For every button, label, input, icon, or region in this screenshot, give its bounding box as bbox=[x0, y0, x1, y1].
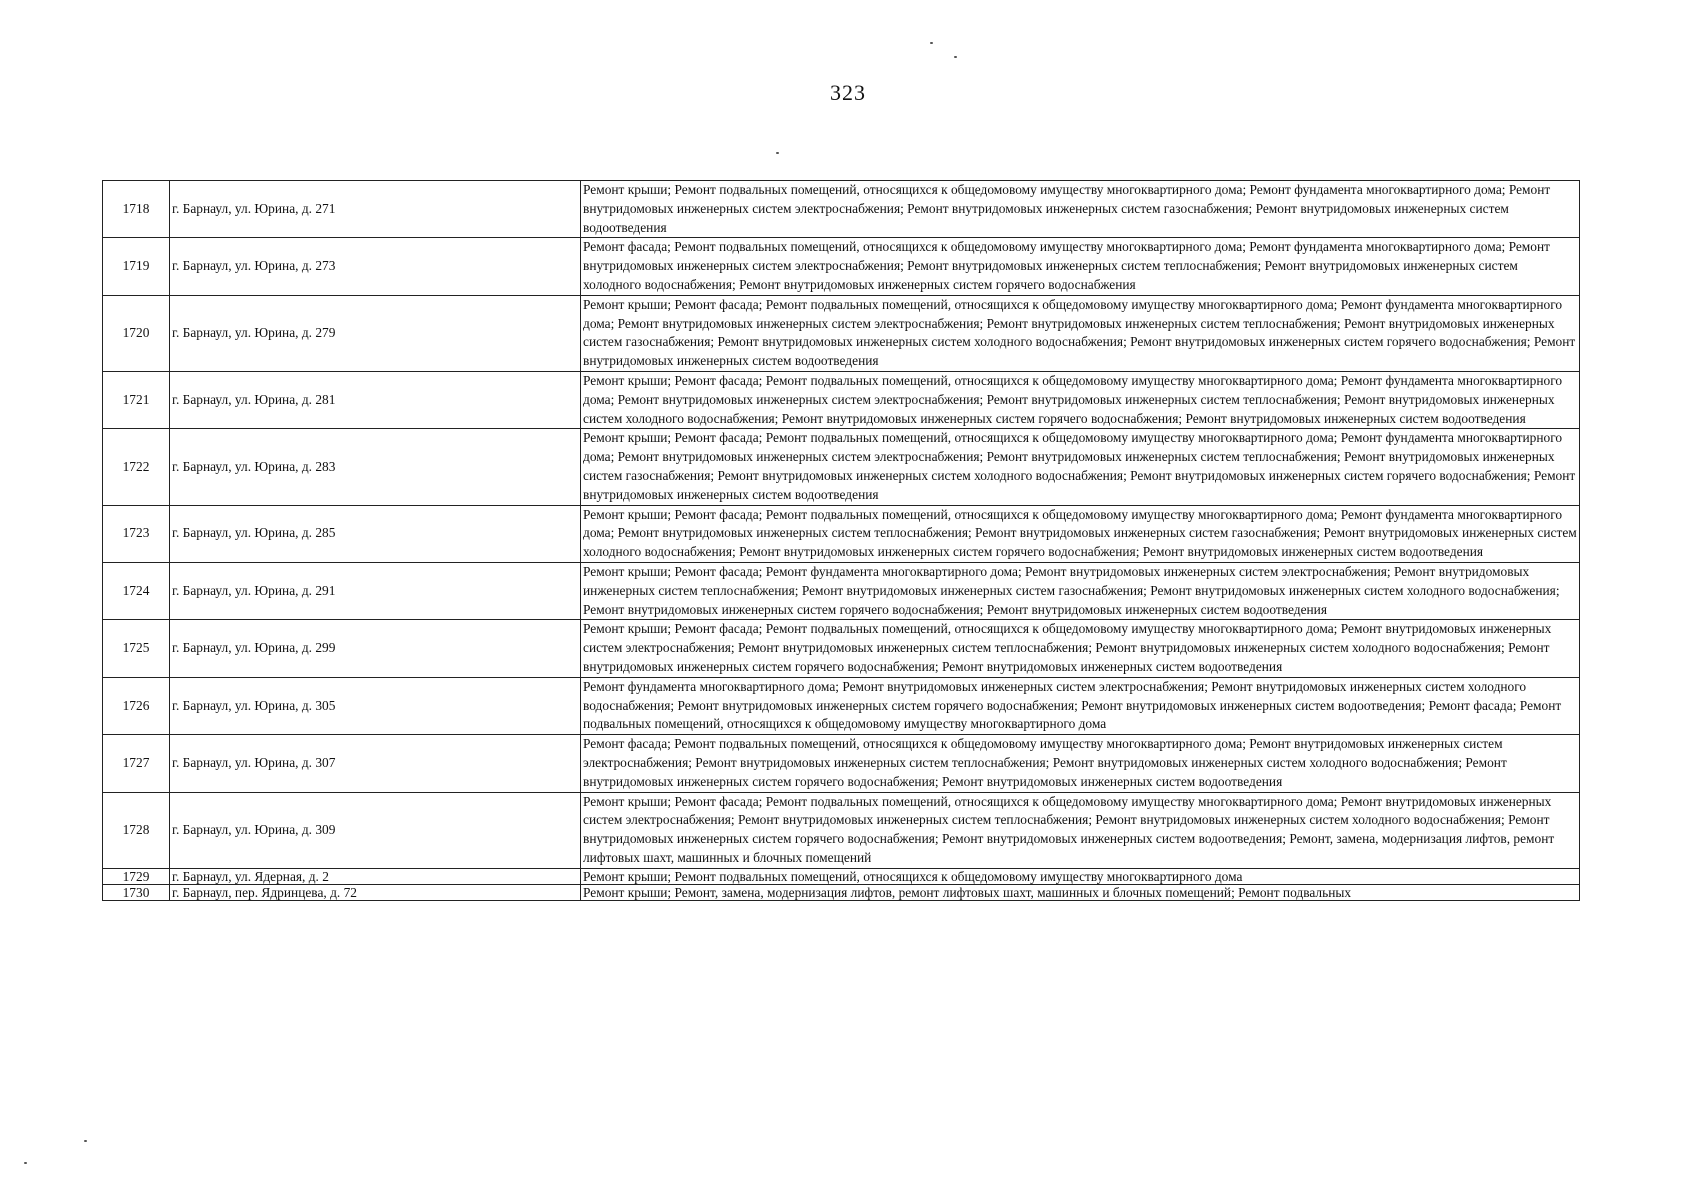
house-address: г. Барнаул, ул. Юрина, д. 285 bbox=[170, 505, 581, 562]
house-address: г. Барнаул, ул. Юрина, д. 281 bbox=[170, 371, 581, 428]
row-number: 1722 bbox=[103, 429, 170, 505]
table-row bbox=[103, 677, 1580, 734]
house-address: г. Барнаул, ул. Юрина, д. 305 bbox=[170, 677, 581, 734]
row-number: 1723 bbox=[103, 505, 170, 562]
table-row bbox=[103, 429, 1580, 505]
table-row bbox=[103, 735, 1580, 792]
row-number: 1730 bbox=[103, 884, 170, 900]
housing-repair-table bbox=[102, 180, 1580, 901]
row-number: 1724 bbox=[103, 562, 170, 619]
row-number: 1719 bbox=[103, 238, 170, 295]
repair-works: Ремонт крыши; Ремонт фасада; Ремонт фундамента многоквартирного дома; Ремонт внутридомовых инженерных систем электроснабжения; Ремонт внутридомовых инженерных систем теплоснабжения; Ремонт внутридомовых инженерных систем газоснабжения; Ремонт внутридомовых инженерных систем холодного водоснабжения; Ремонт внутридомовых инженерных систем горячего водоснабжения; Ремонт внутридомовых инженерных систем водоотведения bbox=[581, 562, 1580, 619]
house-address: г. Барнаул, ул. Юрина, д. 273 bbox=[170, 238, 581, 295]
table-row bbox=[103, 884, 1580, 900]
table-row bbox=[103, 505, 1580, 562]
row-number: 1729 bbox=[103, 868, 170, 884]
repair-works: Ремонт крыши; Ремонт фасада; Ремонт подвальных помещений, относящихся к общедомовому имуществу многоквартирного дома; Ремонт фундамента многоквартирного дома; Ремонт внутридомовых инженерных систем электроснабжения; Ремонт внутридомовых инженерных систем теплоснабжения; Ремонт внутридомовых инженерных систем газоснабжения; Ремонт внутридомовых инженерных систем холодного водоснабжения; Ремонт внутридомовых инженерных систем горячего водоснабжения; Ремонт внутридомовых инженерных систем водоотведения bbox=[581, 429, 1580, 505]
house-address: г. Барнаул, ул. Юрина, д. 279 bbox=[170, 295, 581, 371]
table-row bbox=[103, 620, 1580, 677]
scan-speck bbox=[776, 152, 779, 154]
page-number: 323 bbox=[830, 80, 866, 105]
repair-works: Ремонт фасада; Ремонт подвальных помещений, относящихся к общедомовому имуществу многоквартирного дома; Ремонт фундамента многоквартирного дома; Ремонт внутридомовых инженерных систем электроснабжения; Ремонт внутридомовых инженерных систем теплоснабжения; Ремонт внутридомовых инженерных систем холодного водоснабжения; Ремонт внутридомовых инженерных систем горячего водоснабжения bbox=[581, 238, 1580, 295]
repair-works: Ремонт фасада; Ремонт подвальных помещений, относящихся к общедомовому имуществу многоквартирного дома; Ремонт внутридомовых инженерных систем электроснабжения; Ремонт внутридомовых инженерных систем теплоснабжения; Ремонт внутридомовых инженерных систем холодного водоснабжения; Ремонт внутридомовых инженерных систем горячего водоснабжения; Ремонт внутридомовых инженерных систем водоотведения bbox=[581, 735, 1580, 792]
repair-works: Ремонт крыши; Ремонт подвальных помещений, относящихся к общедомовому имуществу многоквартирного дома bbox=[581, 868, 1580, 884]
table-row bbox=[103, 792, 1580, 868]
row-number: 1726 bbox=[103, 677, 170, 734]
house-address: г. Барнаул, ул. Юрина, д. 283 bbox=[170, 429, 581, 505]
table-row bbox=[103, 562, 1580, 619]
repair-works: Ремонт крыши; Ремонт фасада; Ремонт подвальных помещений, относящихся к общедомовому имуществу многоквартирного дома; Ремонт фундамента многоквартирного дома; Ремонт внутридомовых инженерных систем электроснабжения; Ремонт внутридомовых инженерных систем теплоснабжения; Ремонт внутридомовых инженерных систем газоснабжения; Ремонт внутридомовых инженерных систем холодного водоснабжения; Ремонт внутридомовых инженерных систем горячего водоснабжения; Ремонт внутридомовых инженерных систем водоотведения bbox=[581, 295, 1580, 371]
scan-speck bbox=[930, 42, 933, 44]
scan-speck bbox=[954, 56, 957, 58]
table-row bbox=[103, 868, 1580, 884]
scan-speck bbox=[84, 1140, 87, 1142]
house-address: г. Барнаул, ул. Юрина, д. 309 bbox=[170, 792, 581, 868]
table-row bbox=[103, 295, 1580, 371]
house-address: г. Барнаул, ул. Юрина, д. 299 bbox=[170, 620, 581, 677]
repair-works: Ремонт крыши; Ремонт фасада; Ремонт подвальных помещений, относящихся к общедомовому имуществу многоквартирного дома; Ремонт внутридомовых инженерных систем электроснабжения; Ремонт внутридомовых инженерных систем теплоснабжения; Ремонт внутридомовых инженерных систем холодного водоснабжения; Ремонт внутридомовых инженерных систем горячего водоснабжения; Ремонт внутридомовых инженерных систем водоотведения bbox=[581, 620, 1580, 677]
table-row bbox=[103, 181, 1580, 238]
scan-speck bbox=[24, 1162, 27, 1164]
repair-works: Ремонт крыши; Ремонт, замена, модернизация лифтов, ремонт лифтовых шахт, машинных и блочных помещений; Ремонт подвальных bbox=[581, 884, 1580, 900]
house-address: г. Барнаул, ул. Юрина, д. 291 bbox=[170, 562, 581, 619]
row-number: 1721 bbox=[103, 371, 170, 428]
table-row bbox=[103, 371, 1580, 428]
repair-works: Ремонт крыши; Ремонт фасада; Ремонт подвальных помещений, относящихся к общедомовому имуществу многоквартирного дома; Ремонт фундамента многоквартирного дома; Ремонт внутридомовых инженерных систем теплоснабжения; Ремонт внутридомовых инженерных систем газоснабжения; Ремонт внутридомовых инженерных систем холодного водоснабжения; Ремонт внутридомовых инженерных систем горячего водоснабжения; Ремонт внутридомовых инженерных систем водоотведения bbox=[581, 505, 1580, 562]
repair-works: Ремонт крыши; Ремонт фасада; Ремонт подвальных помещений, относящихся к общедомовому имуществу многоквартирного дома; Ремонт фундамента многоквартирного дома; Ремонт внутридомовых инженерных систем электроснабжения; Ремонт внутридомовых инженерных систем теплоснабжения; Ремонт внутридомовых инженерных систем холодного водоснабжения; Ремонт внутридомовых инженерных систем горячего водоснабжения; Ремонт внутридомовых инженерных систем водоотведения bbox=[581, 371, 1580, 428]
row-number: 1728 bbox=[103, 792, 170, 868]
row-number: 1725 bbox=[103, 620, 170, 677]
table-row bbox=[103, 238, 1580, 295]
row-number: 1727 bbox=[103, 735, 170, 792]
house-address: г. Барнаул, пер. Ядринцева, д. 72 bbox=[170, 884, 581, 900]
repair-works: Ремонт фундамента многоквартирного дома; Ремонт внутридомовых инженерных систем электроснабжения; Ремонт внутридомовых инженерных систем холодного водоснабжения; Ремонт внутридомовых инженерных систем горячего водоснабжения; Ремонт внутридомовых инженерных систем водоотведения; Ремонт фасада; Ремонт подвальных помещений, относящихся к общедомовому имуществу многоквартирного дома bbox=[581, 677, 1580, 734]
house-address: г. Барнаул, ул. Юрина, д. 307 bbox=[170, 735, 581, 792]
row-number: 1718 bbox=[103, 181, 170, 238]
house-address: г. Барнаул, ул. Юрина, д. 271 bbox=[170, 181, 581, 238]
repair-works: Ремонт крыши; Ремонт фасада; Ремонт подвальных помещений, относящихся к общедомовому имуществу многоквартирного дома; Ремонт внутридомовых инженерных систем электроснабжения; Ремонт внутридомовых инженерных систем теплоснабжения; Ремонт внутридомовых инженерных систем холодного водоснабжения; Ремонт внутридомовых инженерных систем горячего водоснабжения; Ремонт внутридомовых инженерных систем водоотведения; Ремонт, замена, модернизация лифтов, ремонт лифтовых шахт, машинных и блочных помещений bbox=[581, 792, 1580, 868]
row-number: 1720 bbox=[103, 295, 170, 371]
repair-works: Ремонт крыши; Ремонт подвальных помещений, относящихся к общедомовому имуществу многоквартирного дома; Ремонт фундамента многоквартирного дома; Ремонт внутридомовых инженерных систем электроснабжения; Ремонт внутридомовых инженерных систем газоснабжения; Ремонт внутридомовых инженерных систем водоотведения bbox=[581, 181, 1580, 238]
house-address: г. Барнаул, ул. Ядерная, д. 2 bbox=[170, 868, 581, 884]
